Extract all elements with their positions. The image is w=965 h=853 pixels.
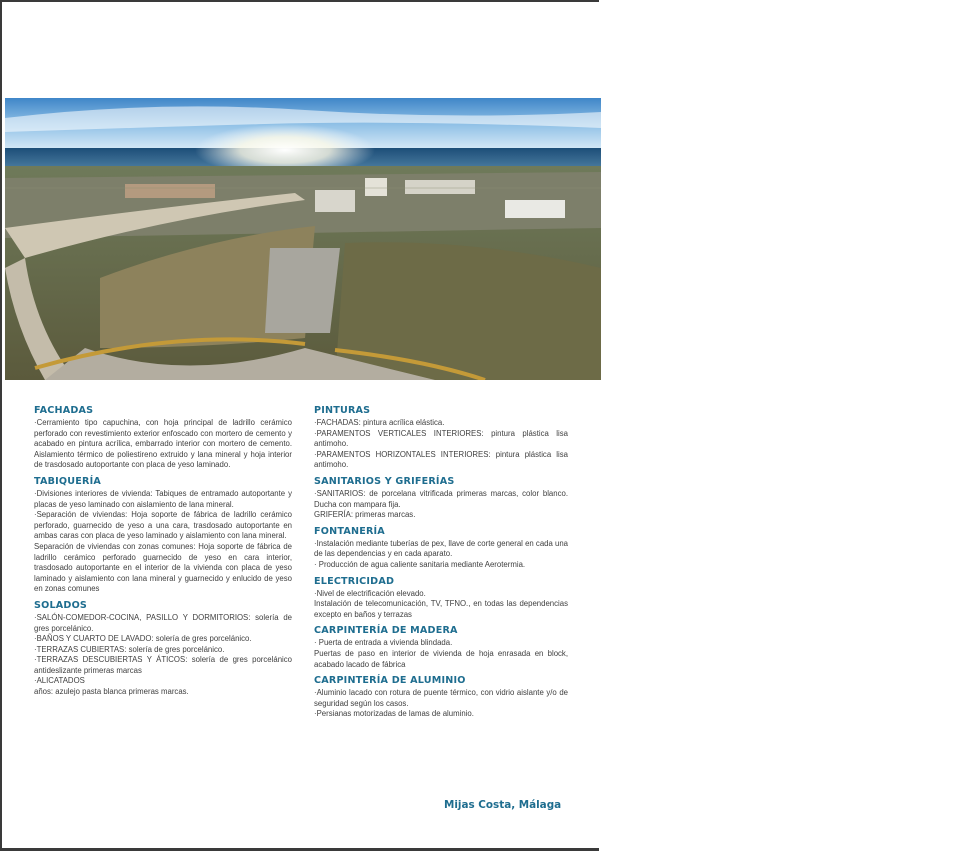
section-line: ·TERRAZAS DESCUBIERTAS Y ÁTICOS: solería de gres porcelánico antideslizante primeras marcas [34,655,292,675]
section-line: Separación de viviendas con zonas comunes: Hoja soporte de fábrica de ladrillo cerámico perforado guarnecido de yeso en cara interior, trasdosado autoportante en el interior de la vivienda con placa de yeso laminado y aislamiento con lana mineral y guarnecido y enlucido de yeso en zonas comunes [34,541,292,594]
location-footer: Mijas Costa, Málaga [444,799,562,811]
section-heading: FONTANERÍA [314,525,385,537]
section-heading: SANITARIOS Y GRIFERÍAS [314,475,455,487]
section-line: ·ALICATADOS [34,676,85,686]
section-line: ·Aluminio lacado con rotura de puente térmico, con vidrio aislante y/o de seguridad según los casos. [314,688,568,708]
section-heading: FACHADAS [34,405,94,416]
section-line: · Producción de agua caliente sanitaria mediante Aerotermia. [314,559,526,569]
section-line: ·PARAMENTOS VERTICALES INTERIORES: pintura plástica lisa antimoho. [314,428,568,449]
section-carpinteria-de-aluminio [314,674,568,720]
section-line: ·Separación de viviendas: Hoja soporte de fábrica de ladrillo cerámico perforado, guarnecido de yeso a una cara, trasdosado autoportante en ambas caras con placa de yeso laminado y aislamiento con lana mineral. [34,510,292,541]
aerial-photo [5,98,601,380]
section-line: ·Persianas motorizadas de lamas de aluminio. [314,709,474,719]
section-line: GRIFERÍA: primeras marcas. [314,510,416,520]
section-fachadas [34,404,292,471]
section-line: Puertas de paso en interior de vivienda de hoja enrasada en block, acabado lacado de fábrica [314,648,568,669]
section-line: ·Divisiones interiores de vivienda: Tabiques de entramado autoportante y placas de yeso laminado con aislamiento de lana mineral. [34,488,292,509]
section-line: ·FACHADAS: pintura acrílica elástica. [314,418,445,427]
section-heading: SOLADOS [34,599,88,611]
section-line: ·SANITARIOS: de porcelana vitrificada primeras marcas, color blanco. Ducha con mampara fija. [314,488,568,509]
section-line: ·Nivel de electrificación elevado. [314,588,426,598]
section-carpinteria-de-madera [314,624,568,670]
section-heading: CARPINTERÍA DE ALUMINIO [314,675,466,687]
section-line: ·Cerramiento tipo capuchina, con hoja principal de ladrillo cerámico perforado con revestimiento exterior enfoscado con mortero de cemento y acabado en pintura acrílica, embarrado interior con mortero de cemento. Aislamiento térmico de poliestireno extruido y lana mineral y hoja interior de trasdosado autoportante con placa de yeso laminado. [34,418,292,470]
section-solados [34,599,292,698]
section-sanitarios-y-griferias [314,475,568,521]
section-line: ·SALÓN-COMEDOR-COCINA, PASILLO Y DORMITORIOS: solería de gres porcelánico. [34,612,292,633]
section-line: · Puerta de entrada a vivienda blindada. [314,638,453,648]
section-line: ·TERRAZAS CUBIERTAS: solería de gres porcelánico. [34,644,225,654]
aerial-landscape-image [5,98,601,380]
section-line: ·PARAMENTOS HORIZONTALES INTERIORES: pintura plástica lisa antimoho. [314,449,568,470]
section-heading: TABIQUERÍA [34,475,101,487]
section-line: ·BAÑOS Y CUARTO DE LAVADO: solería de gres porcelánico. [34,634,252,644]
section-line: ·Instalación mediante tuberías de pex, llave de corte general en cada una de las dependencias y en cada aparato. [314,538,568,559]
section-line: Instalación de telecomunicación, TV, TFNO., en todas las dependencias excepto en baños y terrazas [314,599,568,619]
left-column [34,404,292,702]
section-tabiqueria [34,475,292,595]
section-heading: ELECTRICIDAD [314,575,395,587]
section-pinturas [314,404,568,471]
section-line: años: azulejo pasta blanca primeras marcas. [34,687,189,697]
section-electricidad [314,575,568,621]
section-fontaneria [314,525,568,571]
right-column [314,404,568,724]
section-heading: CARPINTERÍA DE MADERA [314,625,458,637]
section-heading: PINTURAS [314,405,371,416]
